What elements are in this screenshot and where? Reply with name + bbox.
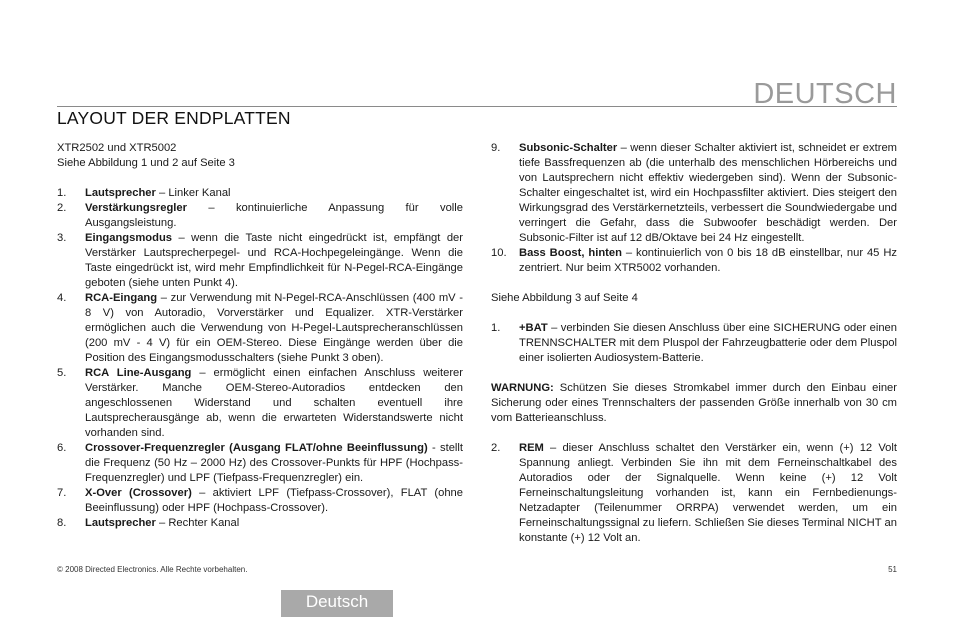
- item-text: [85, 516, 463, 531]
- warning-note: [491, 381, 897, 426]
- item-term: RCA-Eingang: [85, 292, 158, 304]
- list-item: [491, 246, 897, 276]
- page-number: 51: [888, 565, 897, 574]
- header-divider: [57, 106, 897, 107]
- spacer: [491, 306, 897, 321]
- item-term: Verstärkungsregler: [85, 202, 187, 214]
- warning-text: Schützen Sie dieses Stromkabel immer durch den Einbau einer Sicherung oder eines Trennschalters der passenden Größe innerhalb von 30 cm vom Batterieanschluss.: [491, 382, 897, 424]
- list-item: [57, 516, 463, 531]
- item-term: X-Over (Crossover): [85, 487, 192, 499]
- item-description: – wenn dieser Schalter aktiviert ist, schneidet er extrem tiefe Bassfrequenzen ab (die unterhalb des menschlichen Hörbereichs und von Lautsprechern nicht effektiv wiedergeben sind). Wenn der Subsonic-Schalter eingeschaltet ist, wird ein Hochpassfilter aktiviert. Dies steigert den Wirkungsgrad des Verstärkernetzteils, verbessert die Soundwiedergabe und verringert die Gefahr, dass die Subwoofer beschädigt werden. Der Subsonic-Filter ist auf 12 dB/Oktave bei 24 Hz eingestellt.: [519, 142, 897, 244]
- item-term: REM: [519, 442, 544, 454]
- item-text: [85, 201, 463, 231]
- intro-figure-ref: Siehe Abbildung 1 und 2 auf Seite 3: [57, 157, 235, 169]
- item-description: – zur Verwendung mit N-Pegel-RCA-Anschlüssen (400 mV - 8 V) von Autoradio, Vorverstärker und Equalizer. XTR-Verstärker ermöglichen auch die Verwendung von H-Pegel-Lautsprecheranschlüssen (200 mV - 4 V) für ein OEM-Stereo. Diese Eingänge werden über die Position des Eingangsmodusschalters (siehe Punkt 3 oben).: [85, 292, 463, 364]
- item-description: – Rechter Kanal: [155, 517, 240, 529]
- item-number: 2.: [57, 202, 67, 214]
- warning-label: WARNUNG:: [491, 382, 554, 394]
- intro-models: XTR2502 und XTR5002: [57, 142, 177, 154]
- item-description: – kontinuierlich von 0 bis 18 dB einstellbar, nur 45 Hz zentriert. Nur beim XTR5002 vorhanden.: [519, 247, 897, 274]
- item-description: – aktiviert LPF (Tiefpass-Crossover), FLAT (ohne Beeinflussung) oder HPF (Hochpass-Crossover).: [85, 487, 463, 514]
- left-column: [57, 141, 463, 531]
- item-text: [519, 141, 897, 246]
- list-item: [57, 441, 463, 486]
- spacer: [491, 276, 897, 291]
- item-number: 5.: [57, 367, 67, 379]
- list-item: [491, 321, 897, 366]
- right-column: [491, 141, 897, 546]
- item-text: [85, 231, 463, 291]
- list-item: [491, 441, 897, 546]
- item-number: 1.: [57, 187, 67, 199]
- list-item: [57, 186, 463, 201]
- list-item: [57, 201, 463, 231]
- item-term: Crossover-Frequenzregler (Ausgang FLAT/ohne Beeinflussung): [85, 442, 428, 454]
- item-text: [85, 186, 463, 201]
- item-number: 8.: [57, 517, 67, 529]
- item-description: – dieser Anschluss schaltet den Verstärker ein, wenn (+) 12 Volt Spannung anliegt. Verbinden Sie ihn mit dem Ferneinschaltkabel des Autoradios oder der Signalquelle. Wenn keine (+) 12 Volt Ferneinschaltungsleitung vorhanden ist, kann ein Fernbedienungs-Netzadapter (Teilenummer ORRPA) verwendet werden, um ein Ferneinschaltungssignal zu liefern. Schließen Sie dieses Terminal NICHT an konstante (+) 12 Volt an.: [519, 442, 897, 544]
- copyright-notice: © 2008 Directed Electronics. Alle Rechte vorbehalten.: [57, 565, 248, 574]
- item-description: – wenn die Taste nicht eingedrückt ist, empfängt der Verstärker Lautsprecherpegel- und RCA-Hochpegeleingänge. Wenn die Taste eingedrückt ist, wird mehr Empfindlichkeit für N-Pegel-RCA-Eingänge geboten (siehe unten Punkt 4).: [85, 232, 463, 289]
- item-description: – Linker Kanal: [155, 187, 231, 199]
- list-item: [491, 141, 897, 246]
- item-text: [85, 366, 463, 441]
- list-item: [57, 486, 463, 516]
- item-term: Lautsprecher: [85, 187, 156, 199]
- item-number: 4.: [57, 292, 67, 304]
- item-description: – ermöglicht einen einfachen Anschluss weiterer Verstärker. Manche OEM-Stereo-Autoradios entdecken den angeschlossenen Widerstand und schalten eventuell ihre Lautsprecherausgänge ab, wenn die erwarteten Widerstandswerte nicht vorhanden sind.: [85, 367, 464, 439]
- item-number: 10.: [491, 247, 507, 259]
- spacer: [491, 366, 897, 381]
- item-text: [519, 441, 897, 546]
- item-text: [85, 291, 463, 366]
- item-number: 1.: [491, 322, 501, 334]
- item-term: Bass Boost, hinten: [519, 247, 622, 259]
- item-number: 3.: [57, 232, 67, 244]
- list-item: [57, 231, 463, 291]
- spacer: [57, 171, 463, 186]
- item-text: [519, 321, 897, 366]
- item-description: - stellt die Frequenz (50 Hz – 2000 Hz) des Crossover-Punkts für HPF (Hochpass-Frequenzregler) und LPF (Tiefpass-Frequenzregler) ein.: [85, 442, 463, 484]
- item-description: – kontinuierliche Anpassung für volle Ausgangsleistung.: [85, 202, 463, 229]
- item-description: – verbinden Sie diesen Anschluss über eine SICHERUNG oder einen TRENNSCHALTER mit dem Pluspol der Fahrzeugbatterie oder dem Pluspol einer isolierten Audiosystem-Batterie.: [519, 322, 897, 364]
- item-number: 9.: [491, 142, 501, 154]
- section-title: LAYOUT DER ENDPLATTEN: [57, 108, 291, 128]
- figure-ref: Siehe Abbildung 3 auf Seite 4: [491, 292, 638, 304]
- item-number: 7.: [57, 487, 67, 499]
- spacer: [491, 426, 897, 441]
- item-term: RCA Line-Ausgang: [85, 367, 192, 379]
- list-item: [57, 366, 463, 441]
- language-tab: Deutsch: [281, 590, 393, 617]
- item-text: [85, 441, 463, 486]
- item-text: [85, 486, 463, 516]
- item-term: Eingangsmodus: [85, 232, 173, 244]
- page-header-language: DEUTSCH: [753, 78, 897, 110]
- item-number: 6.: [57, 442, 67, 454]
- list-item: [57, 291, 463, 366]
- item-term: +BAT: [519, 322, 548, 334]
- item-term: Lautsprecher: [85, 517, 156, 529]
- item-term: Subsonic-Schalter: [519, 142, 618, 154]
- item-number: 2.: [491, 442, 501, 454]
- item-text: [519, 246, 897, 276]
